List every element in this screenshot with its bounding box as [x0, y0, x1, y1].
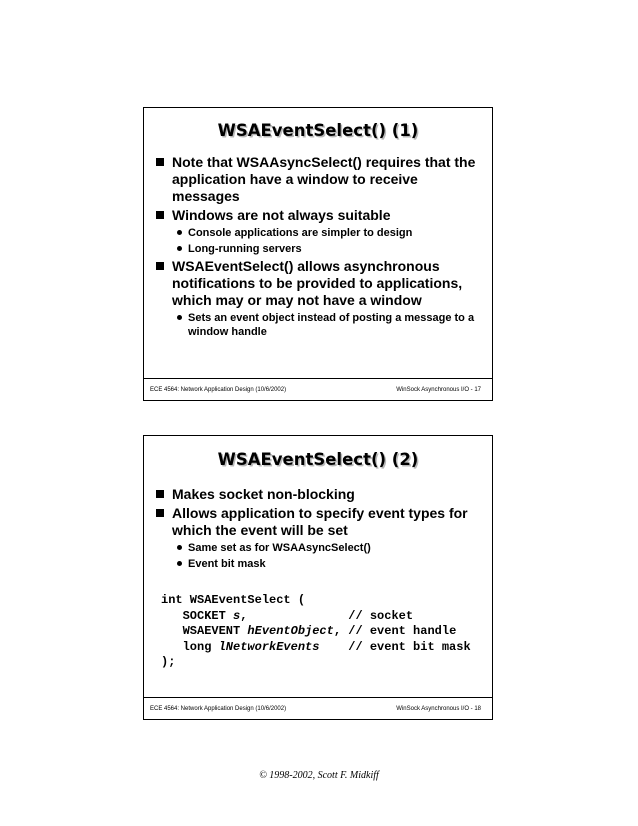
- footer-divider: [144, 697, 492, 698]
- code-text: SOCKET: [161, 608, 234, 623]
- footer-page: WinSock Asynchronous I/O - 18: [396, 706, 481, 712]
- code-block: [161, 593, 471, 671]
- code-param: lNetworkEvents: [218, 639, 320, 654]
- sub-bullet-item: [156, 226, 484, 240]
- sub-bullet-item: [156, 311, 484, 339]
- round-bullet-icon: [177, 315, 182, 320]
- code-text: WSAEVENT: [161, 624, 248, 638]
- code-text: , // event handle: [333, 624, 457, 638]
- sub-bullet-text: Sets an event object instead of posting a message to a window handle: [188, 312, 475, 338]
- sub-bullet-text: Long-running servers: [188, 243, 302, 255]
- sub-bullet-item: [156, 541, 484, 555]
- code-text: long: [161, 639, 219, 654]
- square-bullet-icon: [156, 211, 164, 219]
- code-line-mask: [161, 640, 471, 654]
- code-text: , // socket: [240, 608, 414, 623]
- footer-page: WinSock Asynchronous I/O - 17: [396, 387, 481, 393]
- slide-17: [143, 107, 493, 401]
- square-bullet-icon: [156, 490, 164, 498]
- bullet-item: [156, 505, 484, 539]
- bullet-item: [156, 154, 484, 205]
- square-bullet-icon: [156, 509, 164, 517]
- bullet-text: Makes socket non-blocking: [172, 486, 355, 502]
- round-bullet-icon: [177, 230, 182, 235]
- code-line: );: [161, 655, 176, 669]
- bullet-list: [156, 154, 484, 341]
- sub-bullet-text: Console applications are simpler to design: [188, 227, 413, 239]
- round-bullet-icon: [177, 246, 182, 251]
- round-bullet-icon: [177, 561, 182, 566]
- code-param: s: [233, 608, 241, 623]
- footer-divider: [144, 378, 492, 379]
- slide-18: [143, 435, 493, 720]
- square-bullet-icon: [156, 158, 164, 166]
- footer-course: ECE 4564: Network Application Design (10/6/2002): [150, 706, 287, 712]
- bullet-list: [156, 486, 484, 573]
- code-line: int WSAEventSelect (: [161, 593, 306, 607]
- square-bullet-icon: [156, 262, 164, 270]
- sub-bullet-item: [156, 557, 484, 571]
- bullet-text: Windows are not always suitable: [172, 207, 391, 223]
- bullet-text: Note that WSAAsyncSelect() requires that the application have a window to receive messages: [172, 154, 476, 204]
- sub-bullet-text: Event bit mask: [188, 558, 266, 570]
- code-line-event: [161, 624, 456, 638]
- code-text: // event bit mask: [319, 639, 471, 654]
- footer-course: ECE 4564: Network Application Design (10/6/2002): [150, 387, 287, 393]
- bullet-text: Allows application to specify event types for which the event will be set: [172, 505, 468, 538]
- round-bullet-icon: [177, 545, 182, 550]
- slide-title: WSAEventSelect() (1): [217, 121, 419, 140]
- sub-bullet-item: [156, 242, 484, 256]
- bullet-item: [156, 258, 484, 309]
- code-line-socket: [161, 609, 413, 623]
- bullet-item: [156, 207, 484, 224]
- bullet-item: [156, 486, 484, 503]
- bullet-text: WSAEventSelect() allows asynchronous notifications to be provided to applications, which may or may not have a window: [172, 258, 463, 308]
- code-param: hEventObject: [247, 624, 334, 638]
- copyright-notice: © 1998-2002, Scott F. Midkiff: [259, 770, 379, 781]
- sub-bullet-text: Same set as for WSAAsyncSelect(): [188, 542, 371, 554]
- slide-title: WSAEventSelect() (2): [217, 450, 419, 469]
